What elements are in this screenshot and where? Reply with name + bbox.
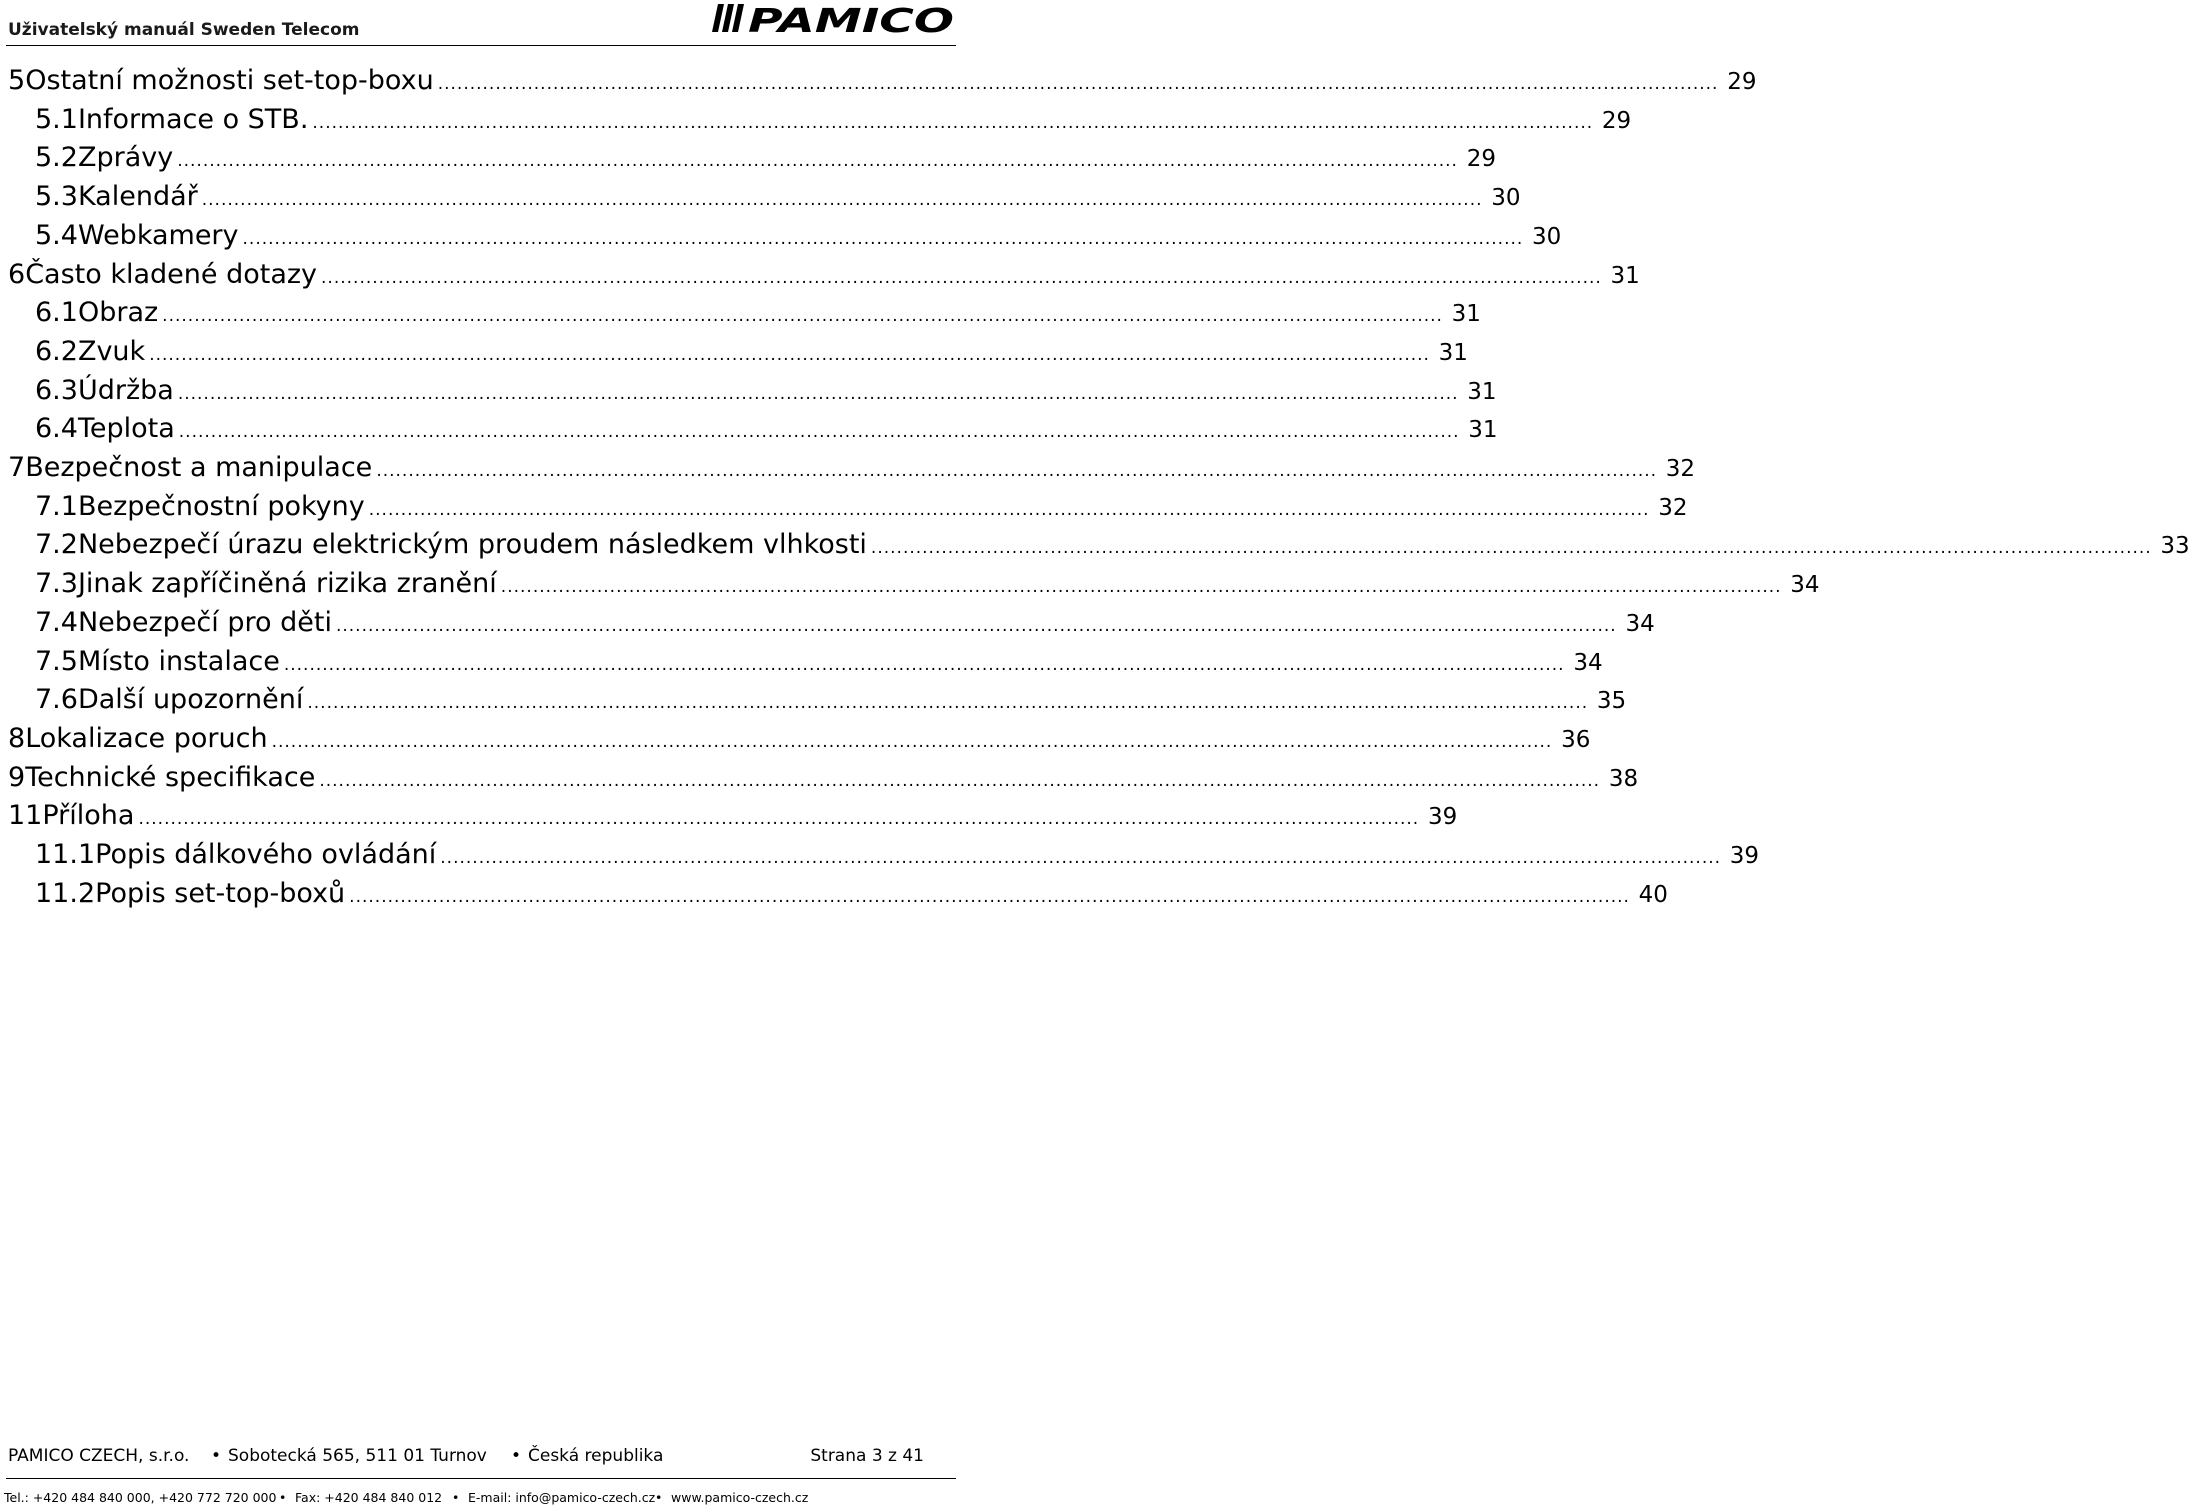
toc-entry-page: 31: [1468, 417, 1498, 444]
toc-entry-page: 39: [1427, 804, 1458, 831]
toc-entry-page: 31: [1451, 301, 1481, 328]
toc-entry[interactable]: [0, 643, 1603, 681]
toc-entry-page: 29: [1466, 146, 1496, 173]
toc-entry-number: 6.4: [35, 413, 78, 445]
toc-dot-leader: ........................................................................................................................................................................................................: [312, 112, 1594, 133]
footer-company: PAMICO CZECH, s.r.o.: [8, 1446, 190, 1466]
toc-entry-title: Technické specifikace: [25, 761, 316, 793]
toc-dot-leader: ........................................................................................................................................................................................................: [271, 731, 1553, 752]
toc-dot-leader: ........................................................................................................................................................................................................: [870, 538, 2152, 559]
toc-dot-leader: ........................................................................................................................................................................................................: [178, 422, 1460, 443]
toc-entry-number: 5.3: [35, 181, 78, 213]
toc-entry-number: 11.2: [35, 877, 96, 909]
page-number: Strana 3 z 41: [810, 1446, 924, 1466]
toc-entry-title: Ostatní možnosti set-top-boxu: [25, 65, 434, 96]
toc-entry[interactable]: [0, 488, 1688, 526]
toc-entry-title: Kalendář: [77, 181, 198, 213]
footer-address: Sobotecká 565, 511 01 Turnov: [228, 1446, 487, 1466]
toc-entry-number: 6.2: [35, 335, 78, 367]
pamico-logo: [710, 1, 956, 40]
toc-entry-title: Další upozornění: [77, 684, 304, 716]
toc-entry-number: 6: [8, 258, 26, 290]
toc-dot-leader: ........................................................................................................................................................................................................: [319, 770, 1601, 791]
toc-entry[interactable]: [0, 101, 1632, 139]
footer-tel: Tel.: +420 484 840 000, +420 772 720 000: [4, 1490, 277, 1505]
toc-entry-title: Údržba: [77, 374, 174, 406]
toc-entry[interactable]: [0, 604, 1655, 642]
toc-dot-leader: ........................................................................................................................................................................................................: [307, 693, 1589, 714]
toc-entry-number: 5: [8, 65, 26, 96]
toc-entry-page: 30: [1491, 185, 1521, 212]
toc-entry-number: 7.3: [35, 568, 78, 600]
footer-divider: [6, 1478, 956, 1479]
toc-entry-title: Popis dálkového ovládání: [95, 839, 437, 870]
toc-entry-title: Popis set-top-boxů: [95, 877, 346, 909]
toc-entry-title: Místo instalace: [77, 645, 280, 677]
toc-entry-page: 35: [1596, 688, 1627, 715]
toc-entry-page: 36: [1561, 726, 1591, 753]
toc-entry-number: 5.2: [35, 142, 78, 174]
header-divider: [6, 45, 956, 46]
toc-dot-leader: ........................................................................................................................................................................................................: [440, 848, 1722, 868]
toc-dot-leader: ........................................................................................................................................................................................................: [177, 383, 1459, 404]
toc-entry-number: 6.3: [35, 374, 78, 406]
bullet-icon: •: [279, 1490, 287, 1505]
toc-entry[interactable]: [0, 256, 1640, 294]
toc-entry-title: Informace o STB.: [77, 103, 309, 135]
footer-web: www.pamico-czech.cz: [671, 1490, 809, 1505]
toc-dot-leader: ........................................................................................................................................................................................................: [321, 267, 1602, 288]
toc-entry-number: 11: [8, 800, 43, 832]
toc-entry[interactable]: [0, 681, 1627, 719]
toc-entry-page: 29: [1601, 107, 1632, 134]
footer-country: Česká republika: [528, 1446, 664, 1466]
footer-email: E-mail: info@pamico-czech.cz: [468, 1490, 656, 1505]
toc-entry-page: 32: [1658, 494, 1688, 521]
toc-dot-leader: ........................................................................................................................................................................................................: [437, 74, 1719, 94]
bullet-icon: •: [452, 1490, 460, 1505]
toc-entry[interactable]: [0, 139, 1496, 177]
toc-entry[interactable]: [0, 759, 1639, 797]
toc-entry-page: 38: [1608, 765, 1639, 792]
toc-entry-number: 7: [8, 452, 26, 483]
toc-dot-leader: ........................................................................................................................................................................................................: [500, 577, 1782, 598]
toc-entry-page: 31: [1610, 262, 1640, 289]
toc-entry-title: Často kladené dotazy: [25, 258, 318, 290]
footer-address-line: [8, 1446, 952, 1470]
toc-entry[interactable]: [0, 372, 1497, 410]
toc-dot-leader: ........................................................................................................................................................................................................: [177, 151, 1458, 172]
toc-entry-title: Zvuk: [77, 335, 146, 367]
toc-dot-leader: ........................................................................................................................................................................................................: [349, 886, 1630, 907]
toc-entry[interactable]: [0, 62, 1757, 100]
toc-entry[interactable]: [0, 449, 1696, 487]
toc-entry-page: 32: [1665, 456, 1696, 482]
toc-dot-leader: ........................................................................................................................................................................................................: [283, 654, 1565, 675]
toc-entry-number: 7.4: [35, 606, 78, 638]
toc-entry-page: 31: [1438, 339, 1468, 366]
toc-entry-title: Teplota: [77, 413, 175, 445]
toc-entry-page: 34: [1625, 610, 1655, 637]
toc-dot-leader: ........................................................................................................................................................................................................: [162, 306, 1443, 327]
document-title: Uživatelský manuál Sweden Telecom: [8, 20, 360, 40]
toc-entry[interactable]: [0, 294, 1481, 332]
toc-entry[interactable]: [0, 836, 1760, 874]
toc-entry-page: 34: [1790, 572, 1820, 599]
toc-dot-leader: ........................................................................................................................................................................................................: [138, 809, 1420, 830]
page-header: [0, 0, 960, 46]
toc-entry-page: 29: [1727, 69, 1757, 95]
bullet-icon: •: [655, 1490, 663, 1505]
toc-entry[interactable]: [0, 720, 1591, 758]
toc-entry-number: 7.2: [35, 529, 78, 561]
toc-entry-page: 31: [1467, 378, 1497, 405]
toc-entry-title: Nebezpečí úrazu elektrickým proudem následkem vlhkosti: [77, 529, 867, 561]
toc-entry-page: 40: [1638, 881, 1668, 908]
toc-entry-title: Webkamery: [77, 219, 239, 251]
toc-entry[interactable]: [0, 410, 1498, 448]
toc-entry[interactable]: [0, 797, 1458, 835]
toc-entry-title: Bezpečnostní pokyny: [77, 490, 365, 522]
toc-entry[interactable]: [0, 875, 1668, 913]
bullet-icon: •: [511, 1446, 522, 1466]
toc-entry-number: 7.6: [35, 684, 78, 716]
toc-dot-leader: ........................................................................................................................................................................................................: [368, 499, 1650, 520]
toc-entry-title: Lokalizace poruch: [25, 722, 268, 754]
toc-entry-page: 39: [1729, 843, 1760, 869]
toc-entry-title: Obraz: [77, 297, 159, 329]
toc-entry[interactable]: [0, 178, 1521, 216]
bullet-icon: •: [211, 1446, 222, 1466]
toc-entry-page: 30: [1532, 223, 1562, 250]
toc-entry[interactable]: [0, 565, 1820, 603]
svg-text:PAMICO: PAMICO: [748, 1, 954, 40]
footer-fax: Fax: +420 484 840 012: [295, 1490, 443, 1505]
toc-dot-leader: ........................................................................................................................................................................................................: [335, 615, 1617, 636]
toc-entry[interactable]: [0, 217, 1562, 255]
toc-entry-number: 8: [8, 722, 26, 754]
toc-entry-number: 7.1: [35, 490, 78, 522]
toc-entry-title: Jinak zapříčiněná rizika zranění: [77, 568, 497, 600]
toc-entry-title: Zprávy: [77, 142, 174, 174]
toc-dot-leader: ........................................................................................................................................................................................................: [149, 344, 1430, 365]
toc-entry-number: 7.5: [35, 645, 78, 677]
toc-entry-number: 5.4: [35, 219, 78, 251]
toc-dot-leader: ........................................................................................................................................................................................................: [376, 461, 1658, 481]
toc-entry-page: 33: [2160, 533, 2190, 560]
toc-entry[interactable]: [0, 333, 1468, 371]
toc-entry-number: 5.1: [35, 103, 78, 135]
toc-dot-leader: ........................................................................................................................................................................................................: [242, 228, 1524, 249]
toc-entry-number: 11.1: [35, 839, 96, 870]
toc-entry-title: Příloha: [42, 800, 135, 832]
toc-entry-title: Nebezpečí pro děti: [77, 606, 332, 638]
toc-dot-leader: ........................................................................................................................................................................................................: [201, 190, 1483, 211]
toc-entry-title: Bezpečnost a manipulace: [25, 452, 373, 483]
toc-entry-page: 34: [1573, 649, 1603, 676]
toc-entry[interactable]: [0, 526, 2190, 564]
toc-entry-number: 9: [8, 761, 26, 793]
footer-contact-line: [4, 1490, 956, 1510]
toc-entry-number: 6.1: [35, 297, 78, 329]
